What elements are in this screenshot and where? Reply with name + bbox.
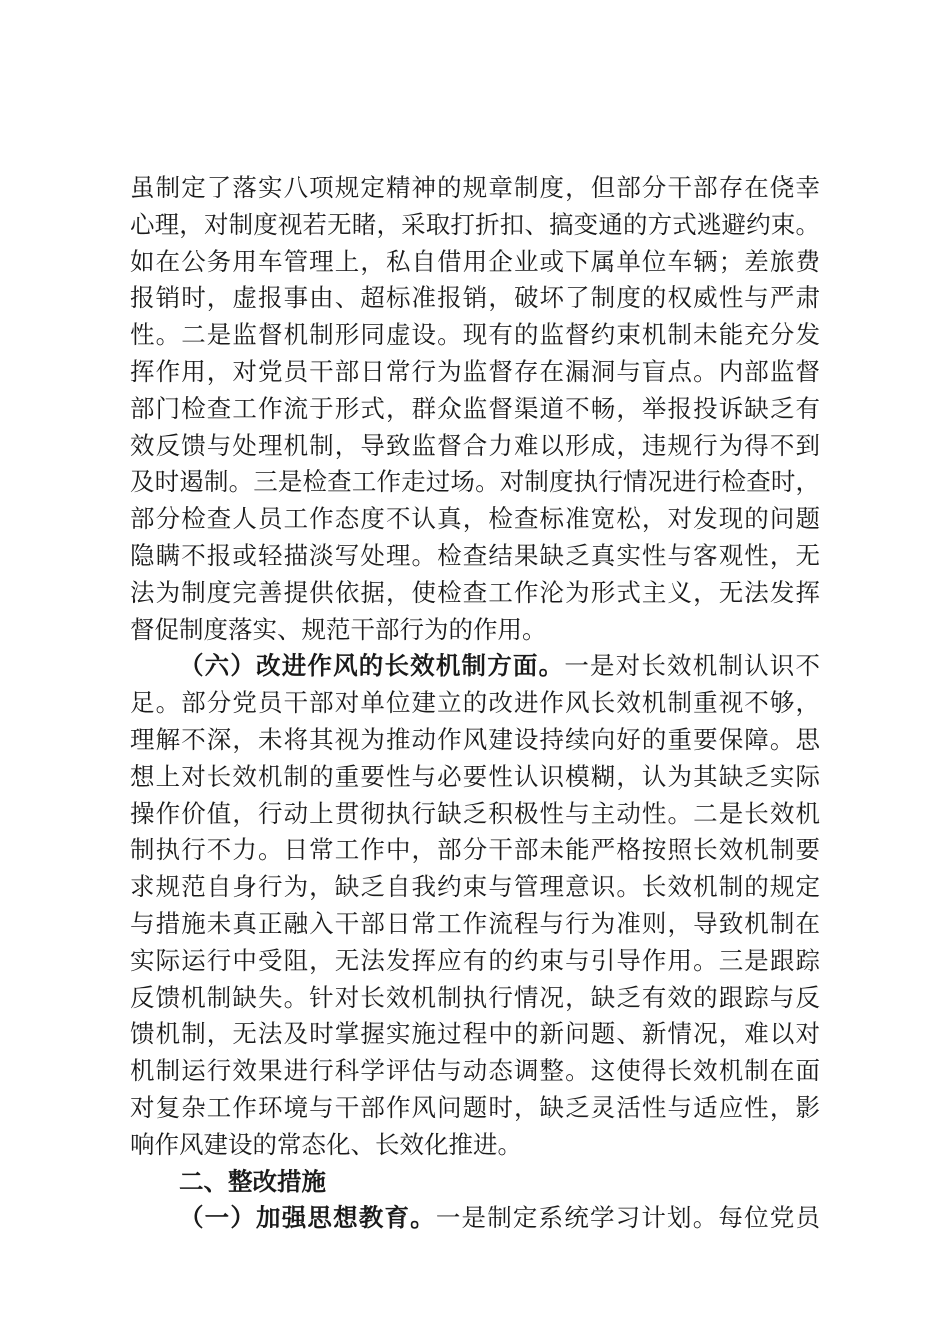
paragraph-line: 机制运行效果进行科学评估与动态调整。这使得长效机制在面 bbox=[130, 1056, 820, 1086]
paragraph-line: 效反馈与处理机制，导致监督合力难以形成，违规行为得不到 bbox=[130, 430, 820, 460]
paragraph-line: 制执行不力。日常工作中，部分干部未能严格按照长效机制要 bbox=[130, 835, 820, 865]
paragraph-line: 对复杂工作环境与干部作风问题时，缺乏灵活性与适应性，影 bbox=[130, 1092, 820, 1122]
paragraph-line: 想上对长效机制的重要性与必要性认识模糊，认为其缺乏实际 bbox=[130, 761, 820, 791]
section-six-first-line-text: 一是对长效机制认识不 bbox=[564, 651, 820, 681]
paragraph-line: 反馈机制缺失。针对长效机制执行情况，缺乏有效的跟踪与反 bbox=[130, 982, 820, 1012]
paragraph-line: 虽制定了落实八项规定精神的规章制度，但部分干部存在侥幸 bbox=[130, 173, 820, 202]
paragraph-line: 操作价值，行动上贯彻执行缺乏积极性与主动性。二是长效机 bbox=[130, 798, 820, 828]
measures-first-line-text: 一是制定系统学习计划。每位党员 bbox=[435, 1203, 820, 1233]
paragraph-line: 如在公务用车管理上，私自借用企业或下属单位车辆；差旅费 bbox=[130, 246, 820, 276]
paragraph-line: 与措施未真正融入干部日常工作流程与行为准则，导致机制在 bbox=[130, 908, 820, 938]
paragraph-line: 响作风建设的常态化、长效化推进。 bbox=[130, 1129, 522, 1159]
paragraph-line: 挥作用，对党员干部日常行为监督存在漏洞与盲点。内部监督 bbox=[130, 356, 820, 386]
document-body bbox=[130, 170, 820, 1237]
measures-lead: （一）加强思想教育。 bbox=[179, 1203, 436, 1233]
measures-first-line bbox=[130, 1200, 820, 1237]
paragraph-line: 心理，对制度视若无睹，采取打折扣、搞变通的方式逃避约束。 bbox=[130, 209, 820, 239]
paragraph-line: 法为制度完善提供依据，使检查工作沦为形式主义，无法发挥 bbox=[130, 577, 820, 607]
paragraph-line: 求规范自身行为，缺乏自我约束与管理意识。长效机制的规定 bbox=[130, 872, 820, 902]
paragraph-line: 隐瞒不报或轻描淡写处理。检查结果缺乏真实性与客观性，无 bbox=[130, 540, 820, 570]
paragraph-line: 馈机制，无法及时掌握实施过程中的新问题、新情况，难以对 bbox=[130, 1019, 820, 1049]
paragraph-line: 及时遏制。三是检查工作走过场。对制度执行情况进行检查时， bbox=[130, 467, 820, 497]
section-six-lead: （六）改进作风的长效机制方面。 bbox=[179, 651, 565, 681]
section-heading: 二、整改措施 bbox=[179, 1166, 326, 1196]
paragraph-line: 理解不深，未将其视为推动作风建设持续向好的重要保障。思 bbox=[130, 724, 820, 754]
paragraph-line: 部分检查人员工作态度不认真，检查标准宽松，对发现的问题 bbox=[130, 504, 820, 534]
paragraph-line: 督促制度落实、规范干部行为的作用。 bbox=[130, 614, 547, 644]
paragraph-line: 足。部分党员干部对单位建立的改进作风长效机制重视不够， bbox=[130, 688, 820, 718]
paragraph-line: 实际运行中受阻，无法发挥应有的约束与引导作用。三是跟踪 bbox=[130, 945, 820, 975]
section-six-first-line bbox=[130, 648, 820, 685]
paragraph-line: 性。二是监督机制形同虚设。现有的监督约束机制未能充分发 bbox=[130, 320, 820, 350]
paragraph-line: 报销时，虚报事由、超标准报销，破坏了制度的权威性与严肃 bbox=[130, 283, 820, 313]
paragraph-line: 部门检查工作流于形式，群众监督渠道不畅，举报投诉缺乏有 bbox=[130, 393, 820, 423]
